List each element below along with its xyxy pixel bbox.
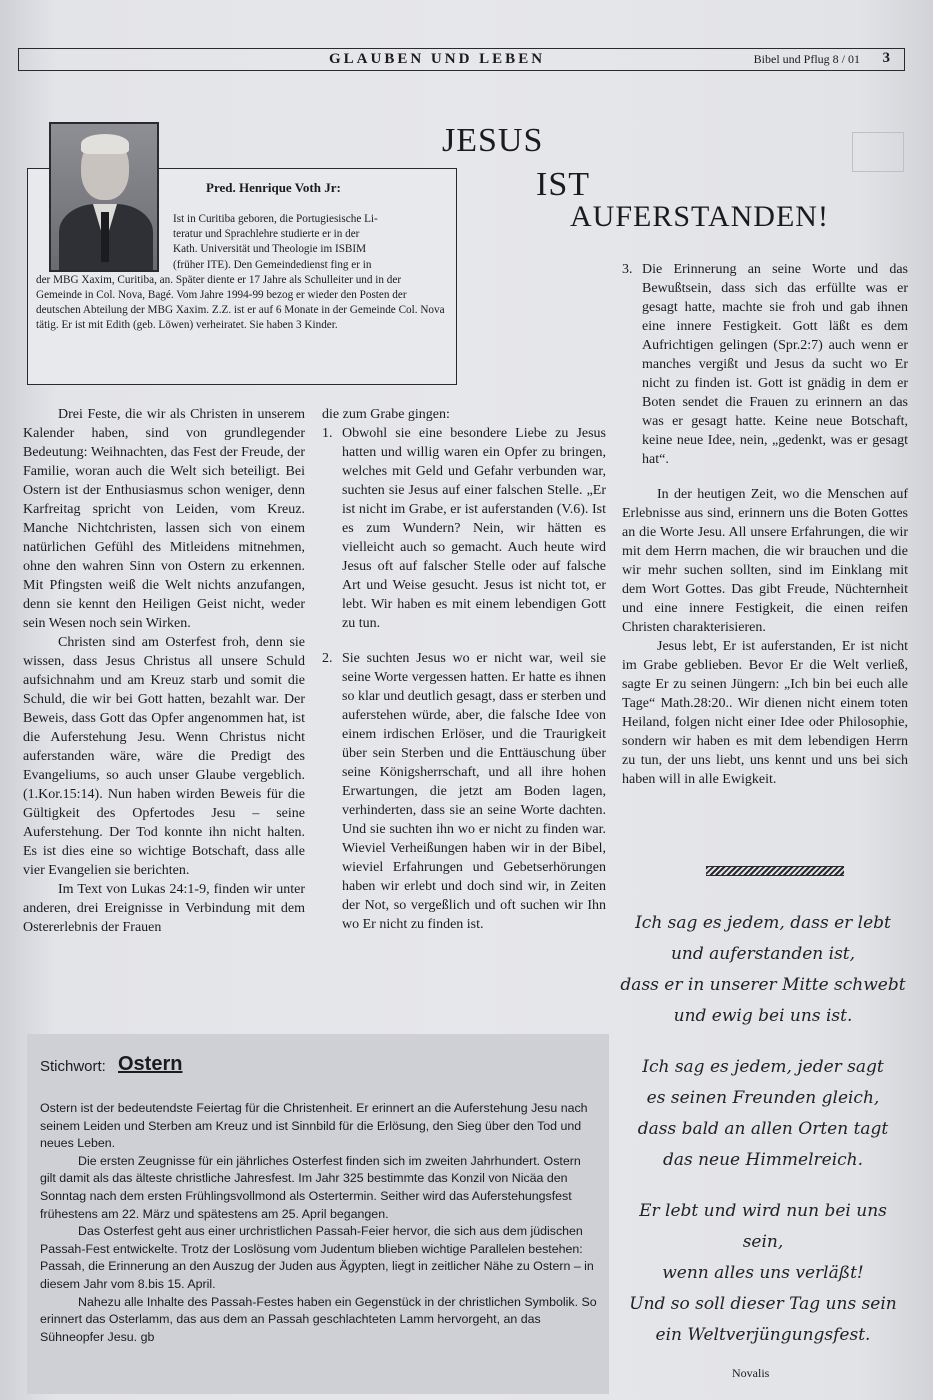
paragraph: Im Text von Lukas 24:1-9, finden wir unter anderen, drei Ereignisse in Verbindung mit dem Ostererlebnis der Frauen bbox=[23, 882, 305, 935]
poem-author: Novalis bbox=[732, 1366, 770, 1380]
paragraph: Jesus lebt, Er ist auferstanden, Er ist nicht im Grabe geblieben. Bevor Er die Welt verließ, sagte Er zu seinen Jüngern: „Ich bin bei euch alle Tage“ Math.28:20.. Wir dienen nicht einem toten Heiland, folgen nicht einer Idee oder Philosophie, sondern wir haben es mit dem lebendigen Herrn zu tun, der uns liebt, uns kennt und uns bei sich haben will in alle Ewigkeit. bbox=[622, 639, 908, 787]
bio-line: Kath. Universität und Theologie im ISBIM bbox=[173, 243, 367, 256]
poem-line: ein Weltverjüngungsfest. bbox=[655, 1325, 871, 1345]
numbered-item bbox=[322, 424, 606, 633]
poem-stanza bbox=[620, 1196, 906, 1351]
issue-label: Bibel und Pflug 8 / 01 bbox=[753, 52, 860, 66]
poem-line: und ewig bei uns ist. bbox=[673, 1006, 853, 1026]
numbered-item bbox=[622, 260, 908, 469]
bio-line: Ist in Curitiba geboren, die Portugiesische Li- bbox=[173, 213, 378, 225]
section-title: GLAUBEN UND LEBEN bbox=[329, 51, 546, 67]
page-number: 3 bbox=[882, 50, 890, 66]
author-name: Pred. Henrique Voth Jr: bbox=[206, 180, 341, 195]
ornament-divider bbox=[706, 866, 844, 876]
stichwort-text bbox=[40, 1100, 598, 1346]
spacer bbox=[622, 469, 908, 485]
poem-line: Ich sag es jedem, jeder sagt bbox=[642, 1057, 884, 1077]
article-column-3 bbox=[622, 260, 908, 789]
item-number: 1. bbox=[322, 426, 333, 441]
headline-line-3: AUFERSTANDEN! bbox=[570, 200, 829, 233]
item-text: Sie suchten Jesus wo er nicht war, weil sie seine Worte vergessen hatten. Er hatte es ihnen so klar und deutlich gesagt, dass er sterben und auferstehen würde, aber, die falsche Idee von einem irdischen Erlöser, und die Traurigkeit über sein Sterben und die Enttäuschung über seine Königsherrschaft, und all ihre hohen Erwartungen, die jetzt am Boden lagen, verhinderten, dass sie an seine Worte dachten. Und sie suchten ihn wo er nicht zu finden war. Wieviel Verheißungen haben wir in der Bibel, wieviel Erfahrungen und Gebetserhörungen haben wir erlebt und doch sind wir, in Zeiten der Not, so vergeßlich und oft suchen wir Ihn wo Er nicht zu finden ist. bbox=[342, 651, 606, 932]
photo-hair bbox=[81, 134, 129, 154]
headline-line-2: IST bbox=[536, 166, 590, 203]
item-number: 3. bbox=[622, 262, 633, 277]
article-column-2 bbox=[322, 405, 606, 934]
author-bio bbox=[36, 212, 446, 334]
poem-line: dass bald an allen Orten tagt bbox=[637, 1119, 889, 1139]
paragraph: die zum Grabe gingen: bbox=[322, 407, 450, 422]
poem-line: Und so soll dieser Tag uns sein bbox=[629, 1294, 897, 1314]
item-number: 2. bbox=[322, 651, 333, 666]
item-text: Obwohl sie eine besondere Liebe zu Jesus hatten und willig waren ein Opfer zu bringen, welches mit Geld und Gefahr verbunden war, suchten sie Jesus auf einer falschen Stelle. „Er ist nicht im Grabe, er ist auferstanden (V.6). Ist es zum Wundern? Nein, wir hätten es vielleicht auch so gemacht. Auch heute wird Jesus oft auf falscher Stelle oder auf falsche Art und Weise gesucht. Jesus ist nicht tot, er lebt. Wir haben es mit einem lebendigen Gott zu tun. bbox=[342, 426, 606, 631]
page-header bbox=[18, 48, 905, 71]
poem bbox=[620, 908, 906, 1371]
bleed-through-logo bbox=[622, 122, 910, 202]
poem-line: das neue Himmelreich. bbox=[662, 1150, 864, 1170]
headline-line-1: JESUS bbox=[442, 122, 544, 159]
paragraph: Ostern ist der bedeutendste Feiertag für die Christenheit. Er erinnert an die Auferstehung Jesu nach seinem Leiden und Sterben am Kreuz und ist Sinnbild für die Erlösung, den Sieg über den Tod und neues Leben. bbox=[40, 1101, 588, 1151]
poem-line: wenn alles uns verläßt! bbox=[662, 1263, 864, 1283]
poem-stanza bbox=[620, 908, 906, 1032]
article-column-1 bbox=[23, 405, 305, 937]
poem-line: es seinen Freunden gleich, bbox=[646, 1088, 880, 1108]
paragraph: Das Osterfest geht aus einer urchristlichen Passah-Feier hervor, die sich aus dem jüdischen Passah-Fest entwickelte. Trotz der Loslösung vom Judentum blieben wichtige Parallelen bestehen: Passah, die Erinnerung an den Auszug der Juden aus Ägypten, liegt in zeitlicher Nähe zu Ostern – in diesem Jahr vom 8.bis 15. April. bbox=[40, 1224, 594, 1291]
poem-line: dass er in unserer Mitte schwebt bbox=[620, 975, 906, 995]
bleed-through-box bbox=[852, 132, 904, 172]
poem-line: und auferstanden ist, bbox=[670, 944, 856, 964]
stichwort-label: Stichwort: bbox=[40, 1058, 106, 1075]
paragraph: Die ersten Zeugnisse für ein jährliches Osterfest finden sich im zweiten Jahrhundert. Ostern gilt damit als das älteste christliche Jahresfest. Im Jahr 325 bestimmte das Konzil von Nicäa den Sonntag nach dem ersten Frühlingsvollmond als Ostertermin. Seither wird das Auferstehungsfest frühestens am 22. März und spätestens am 25. April begangen. bbox=[40, 1153, 581, 1221]
spacer bbox=[322, 633, 606, 649]
poem-stanza bbox=[620, 1052, 906, 1176]
paragraph: Christen sind am Osterfest froh, denn sie wissen, dass Jesus Christus all unsere Schuld aufsichnahm und am Kreuz starb und somit die Schuld, die wir bei Gott hatten, bezahlt war. Der Beweis, dass Gott das Opfer angenommen hat, ist die Auferstehung Jesu. Wenn Christus nicht auferstanden wäre, wäre die Predigt des Evangeliums, so auch unser Glaube vergeblich. (1.Kor.15:14). Nun haben wirden Beweis für die Gültigkeit des Opfertodes Jesu – seine Auferstehung. Der Tod konnte ihn nicht halten. Es ist dies eine so wichtige Botschaft, dass alle vier Evangelien sie berichten. bbox=[23, 635, 305, 878]
paragraph: Drei Feste, die wir als Christen in unserem Kalender haben, sind von grundlegender Bedeutung: Weihnachten, das Fest der Freude, der Familie, woran auch die Welt sich beteiligt. Bei Ostern ist der Enthusiasmus schon weniger, denn Karfreitag spricht von Leiden, vom Kreuz. Manche Nichtchristen, lassen sich von einem natürlichen Gefühl des Mitleidens mitnehmen, ohne den wahren Sinn von Ostern zu erkennen. Mit Pfingsten weiß die Welt nichts anzufangen, denn sie kennt den Heiligen Geist nicht, weder sein Wesen noch sein Wirken. bbox=[23, 407, 305, 631]
bio-line: teratur und Sprachlehre studierte er in der bbox=[173, 228, 360, 241]
poem-line: Ich sag es jedem, dass er lebt bbox=[635, 913, 891, 933]
bio-line: (früher ITE). Den Gemeindedienst fing er in bbox=[173, 258, 372, 271]
paragraph: Nahezu alle Inhalte des Passah-Festes haben ein Gegenstück in der christlichen Symbolik. So erinnert das Osterlamm, das aus dem an Passah geschlachteten Lamm hervorgeht, an das Sühneopfer Jesu. gb bbox=[40, 1294, 597, 1344]
stichwort-title: Ostern bbox=[118, 1053, 183, 1075]
paragraph: In der heutigen Zeit, wo die Menschen auf Erlebnisse aus sind, erinnern uns die Boten Gottes an die Worte Jesu. All unsere Erfahrungen, die wir mit dem Herrn machen, die wir brauchen und die wir mehr suchen sollten, sind im Einklang mit dem Wort Gottes. Das gibt Freude, Nüchternheit und eine innere Festigkeit, die einen reifen Christen charakterisieren. bbox=[622, 487, 908, 635]
numbered-item bbox=[322, 649, 606, 934]
poem-line: Er lebt und wird nun bei uns sein, bbox=[639, 1201, 887, 1252]
bio-rest: der MBG Xaxim, Curitiba, an. Später diente er 17 Jahre als Schulleiter und in der Gemeinde in Col. Nova, Bagé. Vom Jahre 1994-99 bezog er wieder den Posten der deutschen Abteilung der MBG Xaxim. Z.Z. ist er auf 6 Monate in der Gemeinde Col. Nova tätig. Er ist mit Edith (geb. Löwen) verheiratet. Sie haben 3 Kinder. bbox=[36, 273, 445, 332]
item-text: Die Erinnerung an seine Worte und das Bewußtsein, dass sich das erfüllte was er gesagt hatte, machte sie froh und gab ihnen eine innere Festigkeit. Gott läßt es dem Aufrichtigen gelingen (Spr.2:7) auch wenn er manches vergißt und Jesus da sucht wo Er nicht zu finden ist. Gott ist gnädig in dem er Boten sendet die Frauen zu erinnern an das was er gesagt hatte. Keine neue Botschaft, keine neue Idee, nein, „gedenkt, was er gesagt hat“. bbox=[642, 262, 908, 467]
